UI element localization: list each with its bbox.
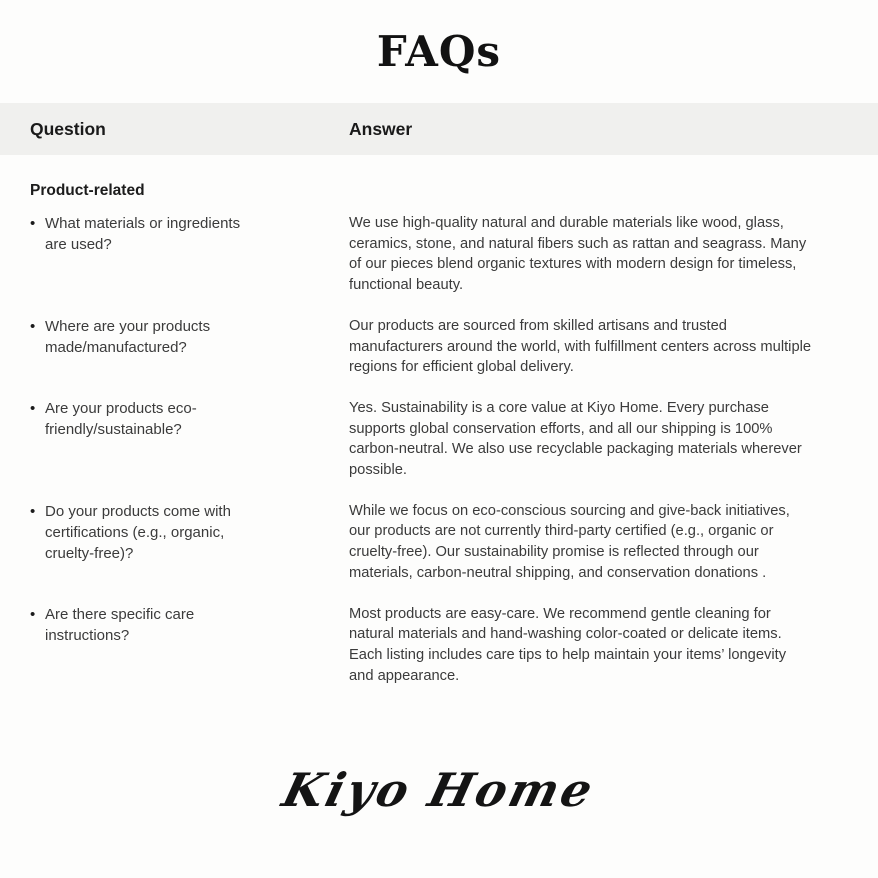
table-header-band xyxy=(0,103,878,155)
faq-question-text: Are there specific care instructions? xyxy=(45,605,195,644)
brand-logo xyxy=(0,757,878,823)
faq-question-text: Do your products come with certifications (e.g., organic, cruelty-free)? xyxy=(45,502,231,562)
faq-answer-text: Our products are sourced from skilled artisans and trusted manufacturers around the world, with fulfillment centers across multiple regions for efficient global delivery. xyxy=(349,317,812,376)
faq-row xyxy=(30,604,848,687)
faq-question xyxy=(30,316,349,358)
brand-logo-text: Kiyo Home xyxy=(277,763,601,817)
page-title: FAQs xyxy=(376,27,502,76)
bullet-icon: • xyxy=(30,502,36,520)
faq-content xyxy=(0,155,878,686)
faq-row-list xyxy=(30,213,848,686)
faq-question-text: What materials or ingredients are used? xyxy=(45,215,241,253)
question-column-header: Question xyxy=(30,118,106,139)
faq-question xyxy=(30,213,349,255)
faq-answer-text: We use high-quality natural and durable materials like wood, glass, ceramics, stone, and natural fibers such as rattan and seagrass. Many of our pieces blend organic textures with modern design for timeless, functional beauty. xyxy=(349,215,807,294)
faq-question xyxy=(30,398,349,440)
faq-question-text: Are your products eco-friendly/sustainable? xyxy=(45,399,197,438)
faq-question-text: Where are your products made/manufactured? xyxy=(45,317,211,356)
faq-row xyxy=(30,213,848,296)
faq-question xyxy=(30,604,349,646)
faq-question xyxy=(30,501,349,564)
bullet-icon: • xyxy=(30,215,36,232)
bullet-icon: • xyxy=(30,399,36,417)
faq-answer-text: While we focus on eco-conscious sourcing and give-back initiatives, our products are not currently third-party certified (e.g., organic or cruelty-free). Our sustainability promise is reflected through our materials, carbon-neutral shipping, and conservation donations . xyxy=(349,502,790,581)
section-heading: Product-related xyxy=(30,182,145,199)
faq-answer-text: Yes. Sustainability is a core value at Kiyo Home. Every purchase supports global conservation efforts, and all our shipping is 100% carbon-neutral. We also use recyclable packaging materials wherever possible. xyxy=(349,399,802,479)
bullet-icon: • xyxy=(30,605,36,623)
faq-row xyxy=(30,501,848,584)
bullet-icon: • xyxy=(30,317,36,335)
answer-column-header: Answer xyxy=(349,118,413,139)
faq-row xyxy=(30,316,848,378)
faq-row xyxy=(30,398,848,481)
faq-answer-text: Most products are easy-care. We recommend gentle cleaning for natural materials and hand-washing color-coated or delicate items. Each listing includes care tips to help maintain your items’ longevity and appearance. xyxy=(349,605,787,684)
